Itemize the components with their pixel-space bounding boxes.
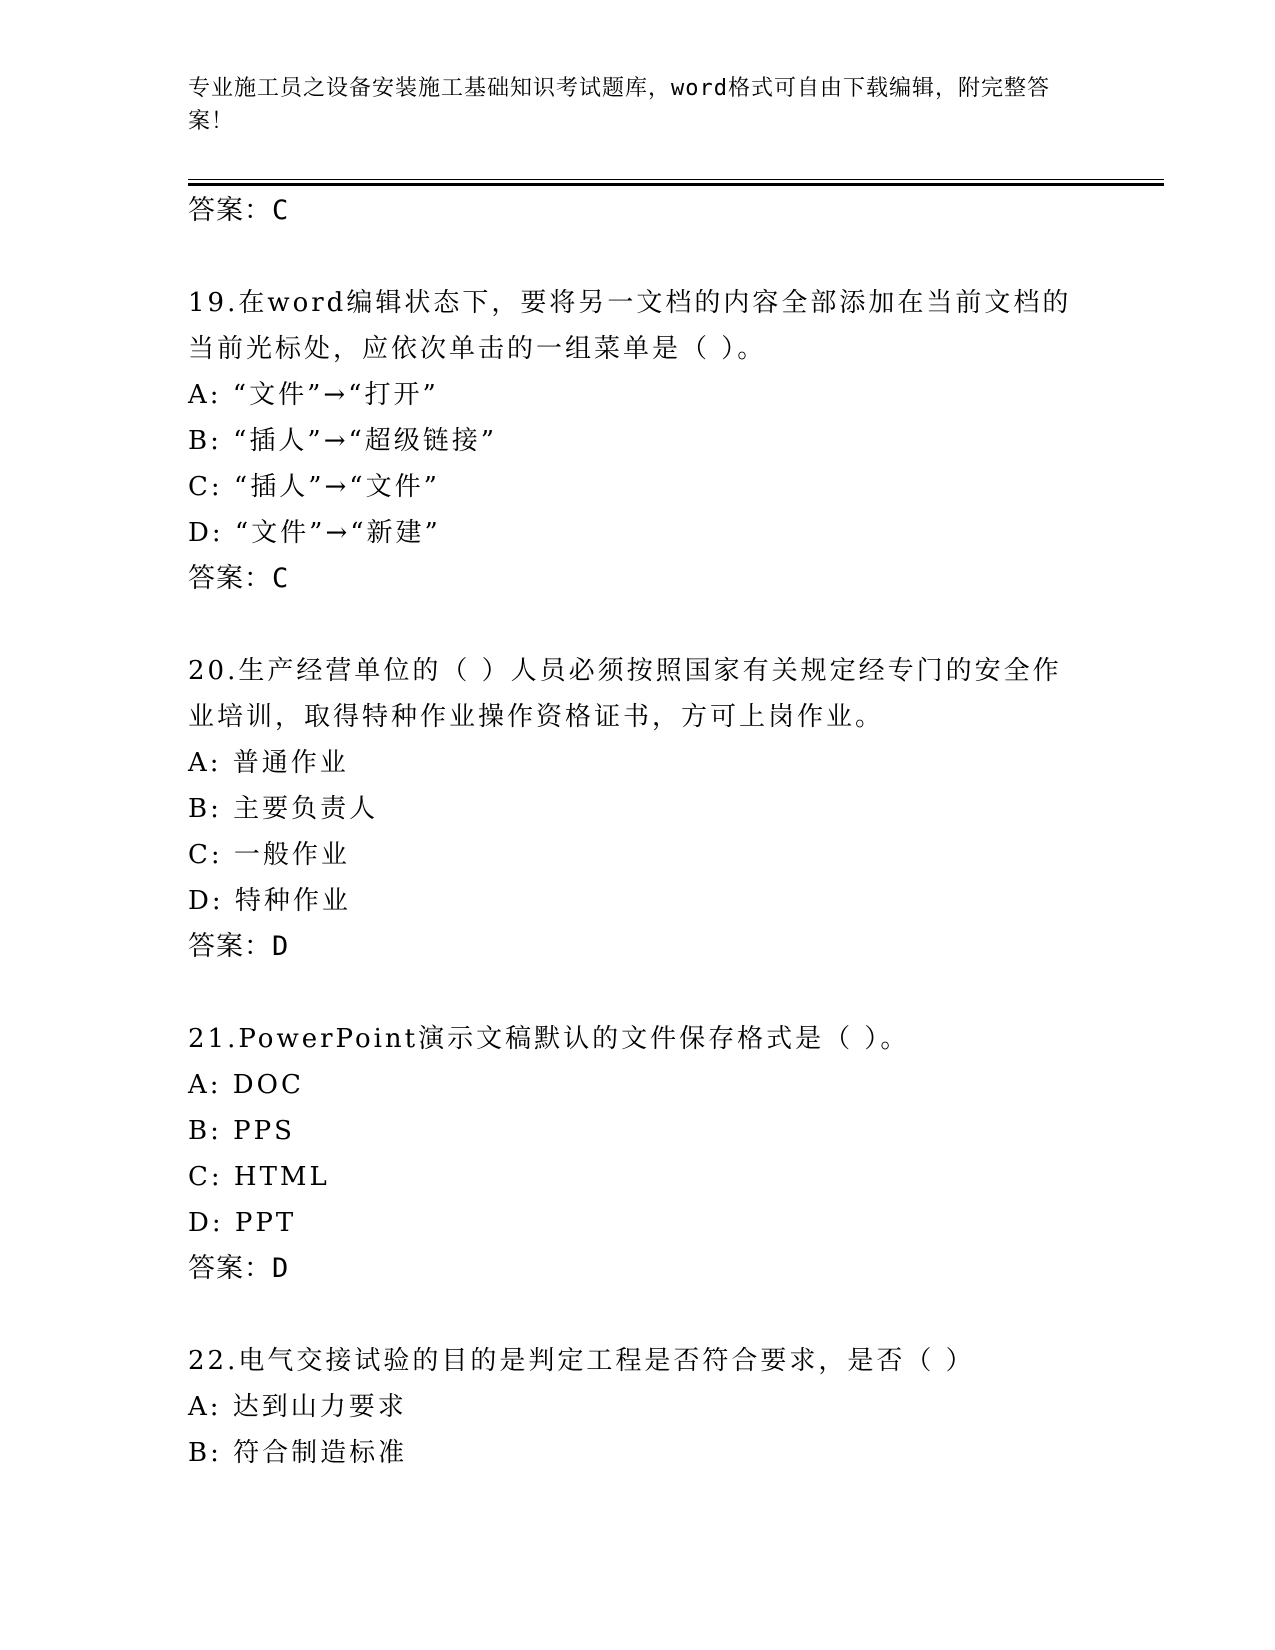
- option-a: A: “文件”→“打开”: [188, 380, 439, 410]
- question-stem: 21.PowerPoint演示文稿默认的文件保存格式是（ ）。: [188, 1024, 910, 1054]
- document-body: [188, 188, 1088, 1476]
- option-c: C: 一般作业: [188, 840, 350, 870]
- option-b: B: 符合制造标准: [188, 1438, 408, 1468]
- question-block: [188, 280, 1088, 602]
- question-block: [188, 1338, 1088, 1476]
- option-a: A: 普通作业: [188, 748, 349, 778]
- answer-line: 答案：C: [188, 563, 290, 594]
- option-d: D: “文件”→“新建”: [188, 518, 441, 548]
- question-stem: 19.在word编辑状态下，要将另一文档的内容全部添加在当前文档的当前光标处，应依次单击的一组菜单是（ ）。: [188, 288, 1072, 364]
- spacer: [188, 602, 1088, 648]
- answer-line: 答案：D: [188, 1253, 290, 1284]
- option-d: D: 特种作业: [188, 886, 351, 916]
- option-b: B: PPS: [188, 1116, 295, 1146]
- spacer: [188, 234, 1088, 280]
- spacer: [188, 970, 1088, 1016]
- header-divider-thick: [188, 183, 1164, 186]
- option-a: A: DOC: [188, 1070, 304, 1100]
- page-header: 专业施工员之设备安装施工基础知识考试题库，word格式可自由下载编辑，附完整答案！: [188, 76, 1050, 134]
- option-b: B: “插人”→“超级链接”: [188, 426, 498, 456]
- option-a: A: 达到山力要求: [188, 1392, 407, 1422]
- question-stem: 20.生产经营单位的（ ）人员必须按照国家有关规定经专门的安全作业培训，取得特种作业操作资格证书，方可上岗作业。: [188, 656, 1062, 732]
- question-block: [188, 648, 1088, 970]
- spacer: [188, 1292, 1088, 1338]
- question-block: [188, 1016, 1088, 1292]
- question-stem: 22.电气交接试验的目的是判定工程是否符合要求，是否（ ）: [188, 1346, 975, 1376]
- option-d: D: PPT: [188, 1208, 297, 1238]
- option-c: C: “插人”→“文件”: [188, 472, 440, 502]
- option-c: C: HTML: [188, 1162, 330, 1192]
- answer-line: 答案：C: [188, 195, 290, 226]
- answer-line: 答案：D: [188, 931, 290, 962]
- option-b: B: 主要负责人: [188, 794, 379, 824]
- header-divider-thin: [188, 179, 1164, 180]
